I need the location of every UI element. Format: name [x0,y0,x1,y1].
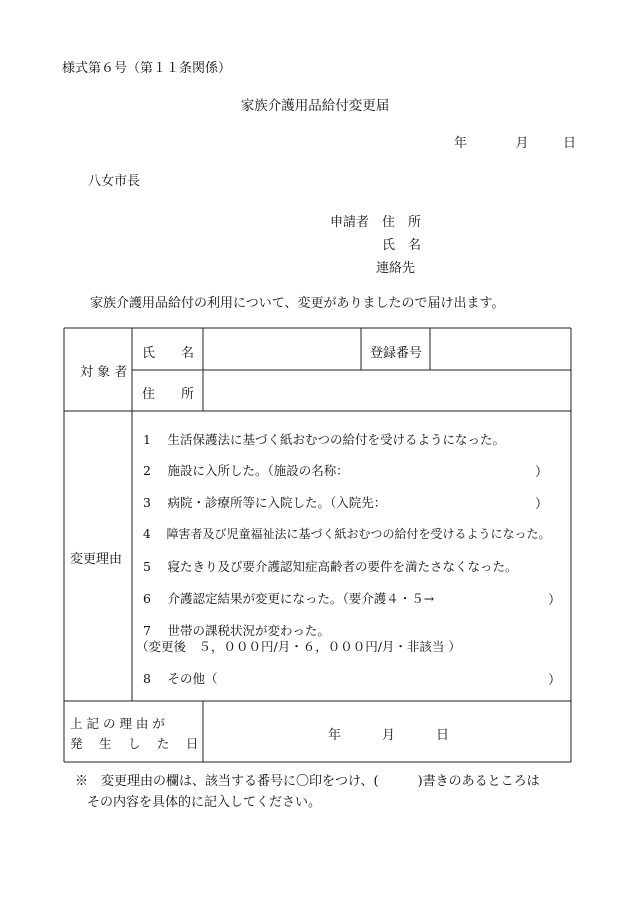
footnote-line1: 変更理由の欄は、該当する番号に〇印をつけ、( )書きのあるところは [101,774,540,789]
change-reason-label: 変更理由 [70,552,123,567]
reason-item-6: 6 介護認定結果が変更になった。（要介護４・５→ [143,591,435,606]
reason-item-1: 1 生活保護法に基づく紙おむつの給付を受けるようになった。 [143,432,505,447]
reason-item-8-close: ） [548,673,562,688]
reason-item-8: 8 その他（ [143,671,218,686]
footnote-line2: その内容を具体的に記入してください。 [87,795,322,810]
document-title: 家族介護用品給付変更届 [240,98,390,114]
name-label: 氏 名 [142,346,195,361]
submission-date [454,132,576,151]
reason-item-4: 4 障害者及び児童福祉法に基づく紙おむつの給付を受けるようになった。 [143,527,551,541]
reason-item-3: 3 病院・診療所等に入院した。（入院先： [143,495,387,510]
applicant-label: 申請者 [330,215,370,230]
form-number: 様式第６号（第１１条関係） [62,61,232,76]
reason-item-7-options: （変更後 ５，０００円/月・６，０００円/月・非該当 ） [136,639,461,654]
intro-text: 家族介護用品給付の利用について、変更がありましたので届け出ます。 [90,296,505,311]
footnote-mark: ※ [75,774,89,789]
applicant-name-label: 氏 名 [382,238,422,253]
footnote [75,771,575,813]
date-year-label: 年 [454,136,468,151]
registration-number-label: 登録番号 [370,346,423,361]
occurrence-date-year: 年 [328,728,342,743]
occurrence-date-month: 月 [382,728,396,743]
occurrence-label-line2: 発 生 し た 日 [70,736,199,751]
applicant-address-label: 住 所 [382,215,422,230]
subject-label: 対 象 者 [80,365,128,380]
date-month-label: 月 [515,136,529,151]
reason-item-7: 7 世帯の課税状況が変わった。 [143,623,330,638]
reason-item-2: 2 施設に入所した。（施設の名称： [143,463,349,478]
reason-item-5: 5 寝たきり及び要介護認知症高齢者の要件を満たさなくなった。 [143,559,518,574]
reason-item-3-close: ） [535,497,549,512]
reason-item-2-close: ） [535,465,549,480]
applicant-contact-label: 連絡先 [376,261,416,276]
reason-item-6-close: ） [548,593,562,608]
date-day-label: 日 [562,136,576,151]
occurrence-date-day: 日 [436,728,450,743]
addressee: 八女市長 [88,174,141,189]
applicant-block [330,211,422,280]
occurrence-label-line1: 上 記 の 理 由 が [70,716,165,731]
address-label: 住 所 [142,387,195,402]
